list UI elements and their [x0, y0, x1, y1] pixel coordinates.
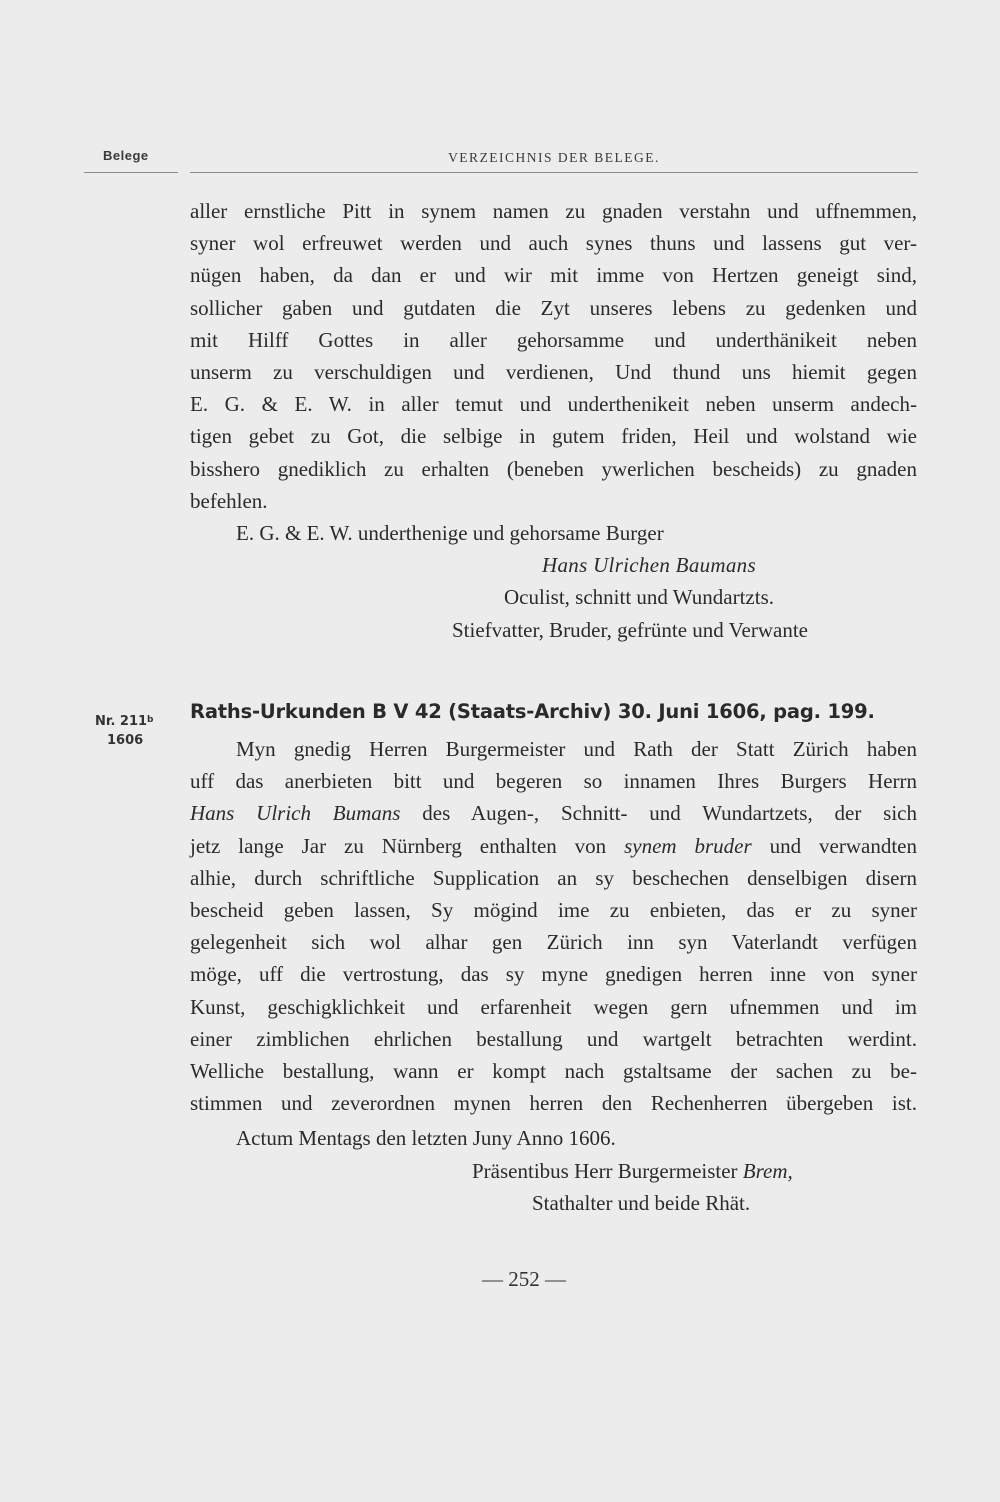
- entry-marker: [95, 711, 154, 750]
- entry-line: Kunst, geschigklichkeit und erfarenheit wegen gern ufnemmen und im: [190, 994, 917, 1019]
- margin-rule: [84, 172, 178, 173]
- actum-line: Actum Mentags den letzten Juny Anno 1606.: [236, 1126, 616, 1151]
- entry-number: Nr. 211$^b$: [95, 714, 154, 729]
- entry-body: [190, 733, 917, 1219]
- letter-line: aller ernstliche Pitt in synem namen zu gnaden verstahn und uffnemmen,: [190, 199, 917, 223]
- letter-line: E. G. & E. W. in aller temut und underthenikeit neben unserm andech-: [190, 392, 917, 417]
- entry-line: bescheid geben lassen, Sy mögind ime zu enbieten, das er zu syner: [190, 898, 917, 923]
- letter-closing: E. G. & E. W. underthenige und gehorsame Burger: [236, 521, 664, 546]
- signature-name: Hans Ulrichen Baumans: [542, 553, 756, 578]
- entry-number-suffix: b: [147, 715, 154, 725]
- entry-line: Welliche bestallung, wann er kompt nach gstaltsame der sachen zu be-: [190, 1059, 917, 1084]
- entry-line: gelegenheit sich wol alhar gen Zürich inn syn Vaterlandt verfügen: [190, 930, 917, 955]
- person-name: Hans Ulrich Bumans: [190, 801, 401, 826]
- header-rule: [190, 172, 918, 173]
- burgermeister-name: Brem,: [742, 1158, 793, 1183]
- entry-line: Myn gnedig Herren Burgermeister und Rath der Statt Zürich haben: [236, 737, 917, 761]
- entry-line: uff das anerbieten bitt und begeren so innamen Ihres Burgers Herrn: [190, 769, 917, 794]
- margin-section-label: Belege: [103, 148, 149, 163]
- entry-line: möge, uff die vertrostung, das sy myne gnedigen herren inne von syner: [190, 962, 917, 987]
- letter-line: syner wol erfreuwet werden und auch synes thuns und lassens gut ver-: [190, 231, 917, 256]
- entry-line: stimmen und zeverordnen mynen herren den Rechenherren übergeben ist.: [190, 1091, 917, 1116]
- signature-title: Oculist, schnitt und Wundartzts.: [504, 585, 774, 610]
- present-line: Präsentibus Herr Burgermeister Brem,: [472, 1158, 793, 1183]
- page-number: — 252 —: [482, 1267, 566, 1291]
- entry-line: einer zimblichen ehrlichen bestallung und wartgelt betrachten werdint.: [190, 1026, 917, 1051]
- letter-line: tigen gebet zu Got, die selbige in gutem friden, Heil und wolstand wie: [190, 424, 917, 449]
- entry-line: alhie, durch schriftliche Supplication an sy beschechen denselbigen disern: [190, 865, 917, 890]
- running-head: VERZEICHNIS DER BELEGE.: [448, 150, 660, 165]
- letter-line: mit Hilff Gottes in aller gehorsamme und underthänikeit neben: [190, 327, 917, 352]
- italic-bruder: synem bruder: [624, 833, 752, 858]
- entry-year: 1606: [107, 733, 144, 748]
- signature-relatives: Stiefvatter, Bruder, gefrünte und Verwante: [452, 617, 808, 642]
- letter-line: nügen haben, da dan er und wir mit imme von Hertzen geneigt sind,: [190, 263, 917, 288]
- letter-line: sollicher gaben und gutdaten die Zyt unseres lebens zu gedenken und: [190, 295, 917, 320]
- letter-continuation: [190, 195, 917, 646]
- entry-line: Hans Ulrich Bumans des Augen-, Schnitt- und Wundartzets, der sich: [190, 801, 917, 826]
- entry-line: jetz lange Jar zu Nürnberg enthalten von synem bruder und verwandten: [190, 833, 917, 858]
- present-line-2: Stathalter und beide Rhät.: [532, 1190, 751, 1215]
- letter-last-line: befehlen.: [190, 488, 268, 513]
- letter-line: unserm zu verschuldigen und verdienen, Und thund uns hiemit gegen: [190, 360, 917, 385]
- entry-heading: Raths-Urkunden B V 42 (Staats-Archiv) 30. Juni 1606, pag. 199.: [190, 700, 875, 723]
- letter-line: bisshero gnediklich zu erhalten (beneben ywerlichen bescheids) zu gnaden: [190, 456, 917, 481]
